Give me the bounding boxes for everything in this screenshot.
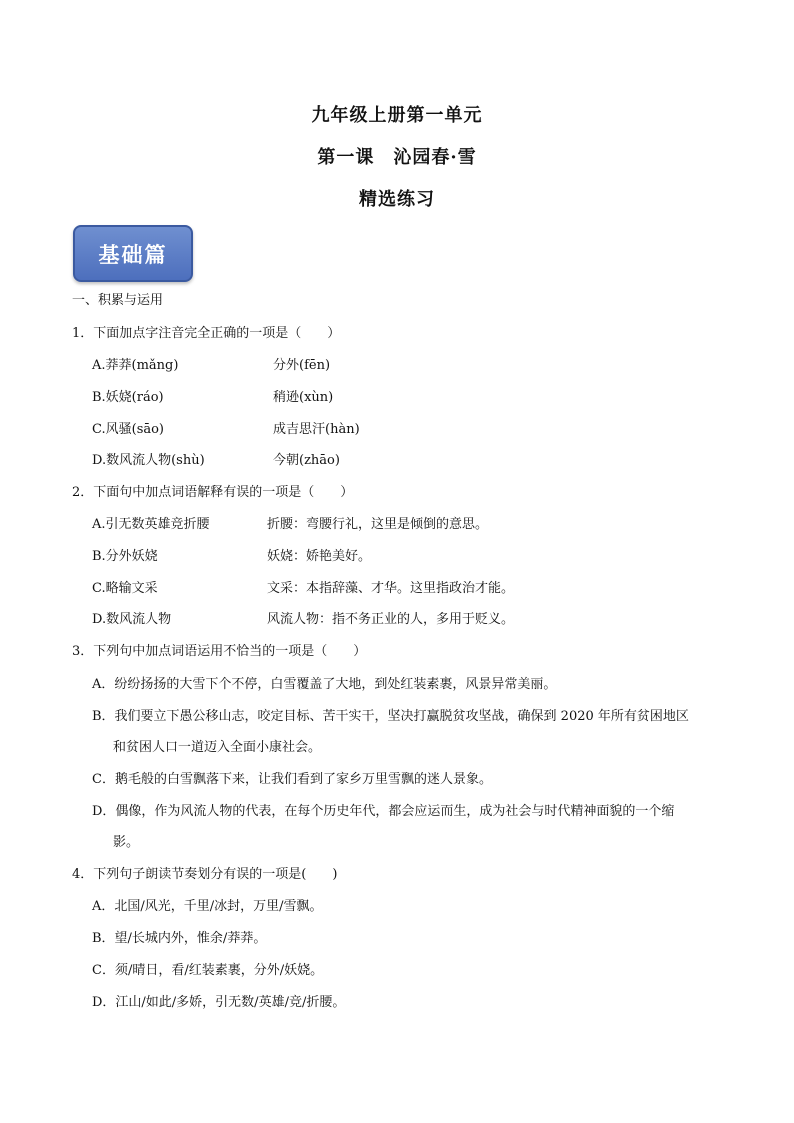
- q1-option-c-right: 成吉思汗(hàn): [273, 422, 360, 437]
- q1-option-d-right: 今朝(zhāo): [273, 453, 340, 468]
- q2-option-d: [92, 611, 515, 629]
- q1-option-d-left: D.数风流人物(shù): [92, 453, 205, 468]
- q3-option-b-line2: 和贫困人口一道迈入全面小康社会。: [113, 740, 322, 755]
- q1-option-b-right: 稍逊(xùn): [273, 390, 334, 405]
- q3-stem: 3．下列句中加点词语运用不恰当的一项是（ ）: [72, 644, 367, 659]
- q2-option-b: [92, 548, 372, 566]
- q2-option-d-right: 风流人物：指不务正业的人，多用于贬义。: [267, 612, 515, 627]
- section-badge: [73, 225, 193, 282]
- q2-option-b-left: B.分外妖娆: [92, 549, 158, 564]
- q1-option-d: [92, 452, 340, 470]
- q1-option-a-right: 分外(fēn): [273, 358, 331, 373]
- q4-option-d: D．江山/如此/多娇，引无数/英雄/竞/折腰。: [92, 995, 346, 1010]
- doc-title-grade-unit: 九年级上册第一单元: [311, 105, 483, 126]
- doc-title-lesson: 第一课 沁园春·雪: [317, 147, 477, 168]
- q2-option-d-left: D.数风流人物: [92, 612, 172, 627]
- q2-option-c-left: C.略输文采: [92, 581, 158, 596]
- q2-option-a-right: 折腰：弯腰行礼，这里是倾倒的意思。: [267, 517, 489, 532]
- q2-option-a: [92, 516, 489, 534]
- q2-option-c-right: 文采：本指辞藻、才华。这里指政治才能。: [267, 581, 515, 596]
- q2-option-a-left: A.引无数英雄竞折腰: [92, 517, 210, 532]
- q4-option-b: B．望/长城内外，惟余/莽莽。: [92, 931, 267, 946]
- section-badge-label: 基础篇: [98, 241, 168, 267]
- q4-option-c: C．须/晴日，看/红装素裹，分外/妖娆。: [92, 963, 324, 978]
- q1-option-a: [92, 357, 331, 375]
- q2-option-b-right: 妖娆：娇艳美好。: [267, 549, 372, 564]
- q2-stem: 2．下面句中加点词语解释有误的一项是（ ）: [72, 485, 354, 500]
- q2-option-c: [92, 580, 515, 598]
- q3-option-d-line1: D．偶像，作为风流人物的代表，在每个历史年代，都会应运而生，成为社会与时代精神面貌的一个缩: [92, 804, 675, 819]
- q3-option-d-line2: 影。: [113, 835, 140, 850]
- section-heading: 一、积累与运用: [72, 293, 164, 308]
- q1-stem: 1．下面加点字注音完全正确的一项是（ ）: [72, 326, 341, 341]
- q3-option-c: C．鹅毛般的白雪飘落下来，让我们看到了家乡万里雪飘的迷人景象。: [92, 772, 492, 787]
- q1-option-c-left: C.风骚(sāo): [92, 422, 165, 437]
- q1-option-c: [92, 421, 360, 439]
- q4-stem: 4．下列句子朗读节奏划分有误的一项是( ): [72, 867, 338, 882]
- q1-option-a-left: A.莽莽(mǎng): [92, 358, 179, 373]
- q3-option-b-line1: B．我们要立下愚公移山志，咬定目标、苦干实干，坚决打赢脱贫攻坚战，确保到 2020 年所有贫困地区: [92, 709, 689, 724]
- doc-title-practice: 精选练习: [359, 189, 435, 210]
- q3-option-a: A．纷纷扬扬的大雪下个不停，白雪覆盖了大地，到处红装素裹，风景异常美丽。: [92, 677, 557, 692]
- q1-option-b-left: B.妖娆(ráo): [92, 390, 164, 405]
- q4-option-a: A．北国/风光，千里/冰封，万里/雪飘。: [92, 899, 323, 914]
- q1-option-b: [92, 389, 334, 407]
